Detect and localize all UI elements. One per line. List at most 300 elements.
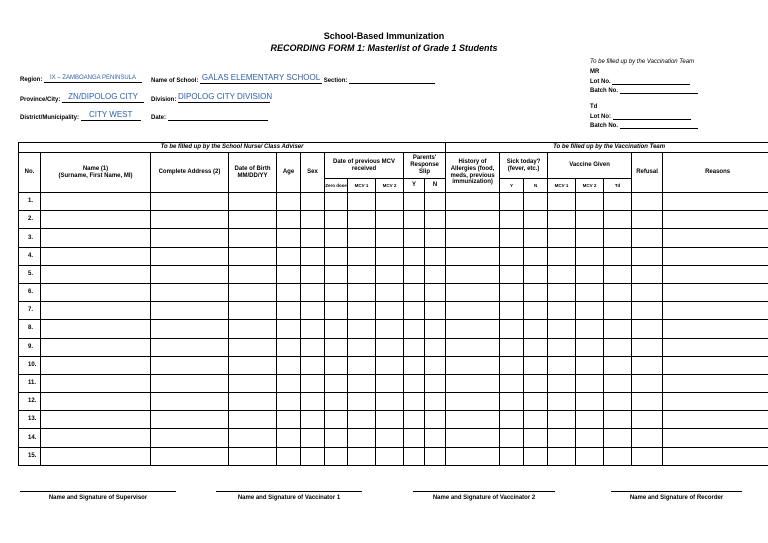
- table-cell[interactable]: [229, 338, 277, 356]
- table-cell[interactable]: [41, 211, 151, 229]
- table-cell[interactable]: [376, 247, 404, 265]
- table-cell[interactable]: [576, 447, 604, 465]
- table-cell[interactable]: [41, 429, 151, 447]
- table-cell[interactable]: [500, 356, 524, 374]
- table-cell[interactable]: [151, 338, 229, 356]
- table-cell[interactable]: [500, 302, 524, 320]
- table-cell[interactable]: [325, 447, 348, 465]
- table-cell[interactable]: [277, 247, 301, 265]
- table-cell[interactable]: [229, 374, 277, 392]
- table-cell[interactable]: [425, 247, 446, 265]
- table-cell[interactable]: [325, 247, 348, 265]
- table-cell[interactable]: [576, 193, 604, 211]
- table-cell[interactable]: [277, 429, 301, 447]
- table-cell[interactable]: [41, 447, 151, 465]
- table-cell[interactable]: [500, 283, 524, 301]
- table-cell[interactable]: [325, 302, 348, 320]
- table-cell[interactable]: [663, 302, 768, 320]
- table-cell[interactable]: [41, 193, 151, 211]
- table-cell[interactable]: [348, 229, 376, 247]
- table-cell[interactable]: [446, 283, 500, 301]
- table-cell[interactable]: [348, 265, 376, 283]
- table-cell[interactable]: [632, 374, 663, 392]
- table-cell[interactable]: [576, 302, 604, 320]
- sub-vac-mcv2: MCV 2: [576, 179, 604, 193]
- table-cell[interactable]: [632, 447, 663, 465]
- table-cell[interactable]: [229, 211, 277, 229]
- table-cell[interactable]: [548, 283, 576, 301]
- table-cell[interactable]: [348, 211, 376, 229]
- province-line[interactable]: [62, 92, 144, 103]
- table-cell[interactable]: [604, 283, 632, 301]
- table-cell[interactable]: [576, 247, 604, 265]
- table-cell[interactable]: [548, 447, 576, 465]
- table-cell[interactable]: [404, 356, 425, 374]
- table-cell[interactable]: [524, 374, 548, 392]
- table-cell[interactable]: [277, 211, 301, 229]
- table-cell[interactable]: [425, 265, 446, 283]
- division-value: DIPOLOG CITY DIVISION: [178, 92, 273, 101]
- table-cell[interactable]: [277, 302, 301, 320]
- table-cell[interactable]: [425, 429, 446, 447]
- table-cell[interactable]: [500, 338, 524, 356]
- table-cell[interactable]: [301, 265, 325, 283]
- table-cell[interactable]: [404, 393, 425, 411]
- table-cell[interactable]: [229, 356, 277, 374]
- vaccinator1-signature[interactable]: [216, 491, 362, 501]
- table-cell[interactable]: [229, 320, 277, 338]
- table-cell[interactable]: [229, 302, 277, 320]
- table-cell[interactable]: [425, 302, 446, 320]
- supervisor-signature[interactable]: [20, 491, 176, 501]
- table-cell[interactable]: [632, 193, 663, 211]
- table-cell[interactable]: [151, 393, 229, 411]
- table-cell[interactable]: [632, 320, 663, 338]
- table-cell[interactable]: [151, 447, 229, 465]
- table-cell[interactable]: [301, 247, 325, 265]
- table-cell[interactable]: [548, 193, 576, 211]
- table-cell[interactable]: [576, 229, 604, 247]
- table-cell[interactable]: [229, 265, 277, 283]
- form-subtitle: RECORDING FORM 1: Masterlist of Grade 1 Students: [270, 43, 498, 53]
- table-cell[interactable]: [376, 193, 404, 211]
- district-line[interactable]: [81, 110, 141, 121]
- table-cell[interactable]: [548, 302, 576, 320]
- table-cell[interactable]: [446, 356, 500, 374]
- table-cell[interactable]: [663, 447, 768, 465]
- table-cell[interactable]: [604, 374, 632, 392]
- date-line[interactable]: [168, 113, 268, 121]
- table-cell[interactable]: [576, 411, 604, 429]
- table-cell[interactable]: [663, 247, 768, 265]
- table-cell[interactable]: [301, 211, 325, 229]
- region-line[interactable]: [44, 75, 142, 83]
- table-cell[interactable]: [548, 229, 576, 247]
- table-cell[interactable]: [277, 338, 301, 356]
- row-number: 3.: [19, 229, 41, 247]
- table-cell[interactable]: [446, 229, 500, 247]
- table-cell[interactable]: [632, 302, 663, 320]
- table-cell[interactable]: [500, 393, 524, 411]
- table-cell[interactable]: [663, 338, 768, 356]
- table-cell[interactable]: [404, 429, 425, 447]
- table-cell[interactable]: [604, 229, 632, 247]
- table-cell[interactable]: [576, 393, 604, 411]
- table-cell[interactable]: [604, 411, 632, 429]
- table-cell[interactable]: [632, 411, 663, 429]
- table-cell[interactable]: [425, 193, 446, 211]
- table-cell[interactable]: [524, 447, 548, 465]
- table-cell[interactable]: [576, 338, 604, 356]
- table-cell[interactable]: [151, 193, 229, 211]
- table-cell[interactable]: [663, 211, 768, 229]
- table-cell[interactable]: [151, 229, 229, 247]
- table-cell[interactable]: [663, 193, 768, 211]
- table-cell[interactable]: [524, 393, 548, 411]
- table-cell[interactable]: [229, 283, 277, 301]
- table-cell[interactable]: [229, 229, 277, 247]
- table-cell[interactable]: [348, 283, 376, 301]
- vaccinator2-signature[interactable]: [413, 491, 555, 501]
- table-cell[interactable]: [632, 429, 663, 447]
- sub-vac-mcv1: MCV 1: [548, 179, 576, 193]
- table-cell[interactable]: [325, 211, 348, 229]
- table-cell[interactable]: [325, 193, 348, 211]
- table-cell[interactable]: [446, 374, 500, 392]
- table-cell[interactable]: [404, 338, 425, 356]
- table-cell[interactable]: [376, 229, 404, 247]
- table-cell[interactable]: [604, 247, 632, 265]
- col-sex-header: Sex: [301, 153, 325, 193]
- table-cell[interactable]: [576, 356, 604, 374]
- table-cell[interactable]: [348, 302, 376, 320]
- division-line[interactable]: [178, 92, 273, 103]
- table-cell[interactable]: [151, 320, 229, 338]
- table-cell[interactable]: [348, 393, 376, 411]
- table-cell[interactable]: [632, 393, 663, 411]
- table-cell[interactable]: [229, 447, 277, 465]
- table-cell[interactable]: [301, 229, 325, 247]
- table-cell[interactable]: [229, 411, 277, 429]
- table-cell[interactable]: [325, 393, 348, 411]
- table-cell[interactable]: [524, 302, 548, 320]
- table-cell[interactable]: [404, 247, 425, 265]
- recorder-signature[interactable]: [611, 491, 742, 501]
- table-cell[interactable]: [301, 193, 325, 211]
- table-cell[interactable]: [41, 265, 151, 283]
- table-cell[interactable]: [604, 338, 632, 356]
- table-cell[interactable]: [348, 338, 376, 356]
- row-number: 12.: [19, 393, 41, 411]
- table-cell[interactable]: [376, 393, 404, 411]
- table-cell[interactable]: [663, 320, 768, 338]
- table-cell[interactable]: [376, 429, 404, 447]
- table-cell[interactable]: [446, 265, 500, 283]
- table-cell[interactable]: [325, 411, 348, 429]
- table-cell[interactable]: [376, 302, 404, 320]
- table-cell[interactable]: [632, 229, 663, 247]
- table-cell[interactable]: [301, 338, 325, 356]
- table-cell[interactable]: [663, 283, 768, 301]
- section-line[interactable]: [349, 76, 435, 84]
- table-cell[interactable]: [151, 411, 229, 429]
- table-cell[interactable]: [41, 302, 151, 320]
- table-cell[interactable]: [576, 283, 604, 301]
- table-cell[interactable]: [604, 193, 632, 211]
- table-cell[interactable]: [348, 374, 376, 392]
- table-cell[interactable]: [301, 447, 325, 465]
- table-cell[interactable]: [500, 447, 524, 465]
- col-name-header: Name (1) (Surname, First Name, MI): [41, 153, 151, 193]
- table-cell[interactable]: [663, 374, 768, 392]
- table-cell[interactable]: [604, 447, 632, 465]
- recorder-label: Name and Signature of Recorder: [629, 495, 724, 501]
- table-cell[interactable]: [524, 247, 548, 265]
- table-cell[interactable]: [524, 338, 548, 356]
- table-cell[interactable]: [348, 247, 376, 265]
- table-cell[interactable]: [548, 374, 576, 392]
- table-cell[interactable]: [500, 247, 524, 265]
- table-cell[interactable]: [325, 265, 348, 283]
- table-cell[interactable]: [576, 320, 604, 338]
- table-cell[interactable]: [325, 320, 348, 338]
- table-cell[interactable]: [446, 247, 500, 265]
- table-cell[interactable]: [524, 320, 548, 338]
- table-cell[interactable]: [604, 356, 632, 374]
- table-cell[interactable]: [404, 302, 425, 320]
- table-cell[interactable]: [348, 447, 376, 465]
- table-cell[interactable]: [376, 338, 404, 356]
- table-cell[interactable]: [548, 429, 576, 447]
- division-label: Division:: [151, 97, 177, 103]
- province-field: [20, 92, 144, 103]
- table-cell[interactable]: [41, 374, 151, 392]
- table-cell[interactable]: [632, 265, 663, 283]
- table-cell[interactable]: [425, 338, 446, 356]
- table-cell[interactable]: [604, 429, 632, 447]
- table-cell[interactable]: [446, 338, 500, 356]
- table-cell[interactable]: [151, 429, 229, 447]
- td-batch-line[interactable]: [620, 122, 698, 129]
- table-cell[interactable]: [301, 393, 325, 411]
- table-cell[interactable]: [277, 411, 301, 429]
- table-cell[interactable]: [425, 374, 446, 392]
- table-cell[interactable]: [548, 320, 576, 338]
- table-cell[interactable]: [425, 411, 446, 429]
- table-cell[interactable]: [524, 193, 548, 211]
- table-cell[interactable]: [524, 283, 548, 301]
- table-cell[interactable]: [604, 265, 632, 283]
- mr-batch-line[interactable]: [620, 87, 698, 94]
- table-cell[interactable]: [548, 356, 576, 374]
- table-cell[interactable]: [229, 393, 277, 411]
- table-cell[interactable]: [500, 229, 524, 247]
- table-cell[interactable]: [632, 211, 663, 229]
- table-cell[interactable]: [425, 447, 446, 465]
- table-cell[interactable]: [404, 447, 425, 465]
- table-cell[interactable]: [301, 429, 325, 447]
- table-cell[interactable]: [576, 374, 604, 392]
- table-cell[interactable]: [348, 193, 376, 211]
- table-cell[interactable]: [404, 265, 425, 283]
- table-cell[interactable]: [446, 193, 500, 211]
- table-cell[interactable]: [41, 283, 151, 301]
- table-cell[interactable]: [348, 320, 376, 338]
- table-cell[interactable]: [500, 411, 524, 429]
- table-cell[interactable]: [41, 393, 151, 411]
- table-cell[interactable]: [663, 356, 768, 374]
- table-cell[interactable]: [548, 211, 576, 229]
- table-cell[interactable]: [301, 356, 325, 374]
- table-cell[interactable]: [425, 283, 446, 301]
- table-cell[interactable]: [524, 356, 548, 374]
- table-cell[interactable]: [500, 429, 524, 447]
- col-no-header: No.: [19, 153, 41, 193]
- table-cell[interactable]: [301, 411, 325, 429]
- table-cell[interactable]: [229, 429, 277, 447]
- table-cell[interactable]: [41, 247, 151, 265]
- table-cell[interactable]: [663, 429, 768, 447]
- table-cell[interactable]: [632, 338, 663, 356]
- table-cell[interactable]: [524, 211, 548, 229]
- table-cell[interactable]: [41, 338, 151, 356]
- table-cell[interactable]: [604, 302, 632, 320]
- table-cell[interactable]: [524, 411, 548, 429]
- table-cell[interactable]: [301, 283, 325, 301]
- table-cell[interactable]: [404, 320, 425, 338]
- table-cell[interactable]: [41, 229, 151, 247]
- table-cell[interactable]: [151, 356, 229, 374]
- table-cell[interactable]: [229, 247, 277, 265]
- table-cell[interactable]: [548, 338, 576, 356]
- table-cell[interactable]: [325, 356, 348, 374]
- sub-sick-n: N: [524, 179, 548, 193]
- table-cell[interactable]: [446, 211, 500, 229]
- table-cell[interactable]: [548, 393, 576, 411]
- table-cell[interactable]: [632, 283, 663, 301]
- table-cell[interactable]: [376, 447, 404, 465]
- table-cell[interactable]: [404, 411, 425, 429]
- table-cell[interactable]: [151, 283, 229, 301]
- table-cell[interactable]: [404, 283, 425, 301]
- table-cell[interactable]: [376, 411, 404, 429]
- table-cell[interactable]: [425, 320, 446, 338]
- supervisor-label: Name and Signature of Supervisor: [48, 495, 148, 501]
- table-cell[interactable]: [446, 447, 500, 465]
- table-cell[interactable]: [500, 265, 524, 283]
- school-line[interactable]: [200, 73, 322, 84]
- table-cell[interactable]: [576, 265, 604, 283]
- table-cell[interactable]: [500, 374, 524, 392]
- table-cell[interactable]: [604, 320, 632, 338]
- table-cell[interactable]: [325, 283, 348, 301]
- table-cell[interactable]: [500, 193, 524, 211]
- table-cell[interactable]: [277, 320, 301, 338]
- table-cell[interactable]: [425, 393, 446, 411]
- mr-lot-line[interactable]: [612, 78, 690, 85]
- table-cell[interactable]: [277, 374, 301, 392]
- table-cell[interactable]: [663, 393, 768, 411]
- table-cell[interactable]: [301, 320, 325, 338]
- table-cell[interactable]: [446, 320, 500, 338]
- table-cell[interactable]: [425, 356, 446, 374]
- table-cell[interactable]: [425, 229, 446, 247]
- table-cell[interactable]: [604, 393, 632, 411]
- td-lot-line[interactable]: [613, 113, 691, 120]
- table-cell[interactable]: [446, 429, 500, 447]
- table-cell[interactable]: [348, 411, 376, 429]
- table-cell[interactable]: [277, 229, 301, 247]
- table-cell[interactable]: [663, 411, 768, 429]
- table-cell[interactable]: [548, 411, 576, 429]
- table-cell[interactable]: [576, 429, 604, 447]
- table-cell[interactable]: [604, 211, 632, 229]
- table-cell[interactable]: [548, 247, 576, 265]
- table-cell[interactable]: [41, 320, 151, 338]
- table-cell[interactable]: [548, 265, 576, 283]
- table-cell[interactable]: [404, 229, 425, 247]
- table-cell[interactable]: [632, 247, 663, 265]
- table-cell[interactable]: [446, 393, 500, 411]
- table-cell[interactable]: [404, 193, 425, 211]
- table-cell[interactable]: [376, 265, 404, 283]
- table-cell[interactable]: [151, 211, 229, 229]
- table-cell[interactable]: [277, 193, 301, 211]
- table-cell[interactable]: [277, 356, 301, 374]
- table-cell[interactable]: [325, 229, 348, 247]
- table-cell[interactable]: [376, 374, 404, 392]
- table-cell[interactable]: [41, 411, 151, 429]
- table-cell[interactable]: [151, 302, 229, 320]
- table-cell[interactable]: [524, 229, 548, 247]
- table-cell[interactable]: [277, 265, 301, 283]
- table-cell[interactable]: [524, 429, 548, 447]
- table-cell[interactable]: [301, 374, 325, 392]
- table-cell[interactable]: [151, 247, 229, 265]
- table-cell[interactable]: [376, 211, 404, 229]
- table-cell[interactable]: [500, 320, 524, 338]
- table-cell[interactable]: [404, 211, 425, 229]
- table-cell[interactable]: [348, 429, 376, 447]
- table-cell[interactable]: [376, 283, 404, 301]
- table-cell[interactable]: [500, 211, 524, 229]
- table-cell[interactable]: [663, 229, 768, 247]
- table-cell[interactable]: [277, 447, 301, 465]
- table-cell[interactable]: [632, 356, 663, 374]
- table-cell[interactable]: [277, 283, 301, 301]
- table-cell[interactable]: [524, 265, 548, 283]
- table-cell[interactable]: [663, 265, 768, 283]
- table-cell[interactable]: [446, 411, 500, 429]
- table-cell[interactable]: [425, 211, 446, 229]
- table-cell[interactable]: [404, 374, 425, 392]
- table-cell[interactable]: [277, 393, 301, 411]
- table-cell[interactable]: [576, 211, 604, 229]
- table-cell[interactable]: [376, 356, 404, 374]
- table-cell[interactable]: [301, 302, 325, 320]
- table-cell[interactable]: [325, 374, 348, 392]
- table-cell[interactable]: [325, 338, 348, 356]
- table-cell[interactable]: [151, 374, 229, 392]
- table-cell[interactable]: [376, 320, 404, 338]
- sub-sick-y: Y: [500, 179, 524, 193]
- table-cell[interactable]: [446, 302, 500, 320]
- table-cell[interactable]: [325, 429, 348, 447]
- table-cell[interactable]: [229, 193, 277, 211]
- table-cell[interactable]: [41, 356, 151, 374]
- table-cell[interactable]: [348, 356, 376, 374]
- table-cell[interactable]: [151, 265, 229, 283]
